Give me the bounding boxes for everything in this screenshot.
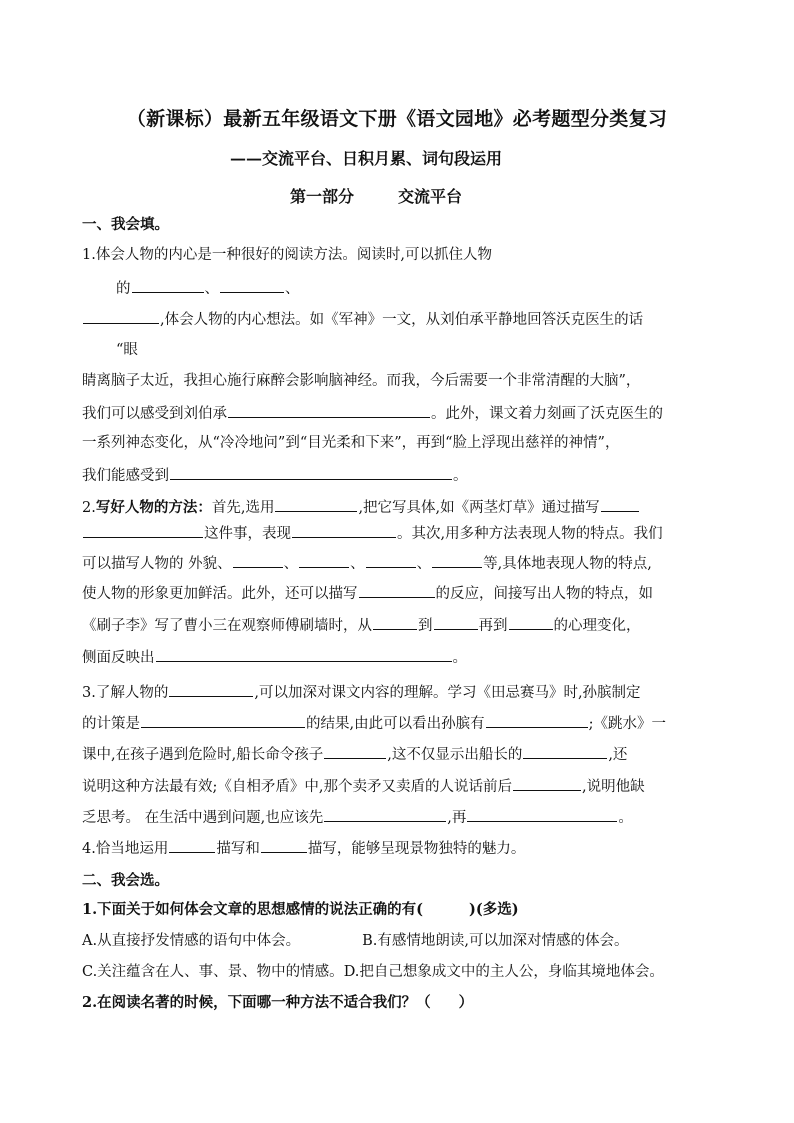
q2-text: 的反应，间接写出人物的特点，如 (435, 586, 653, 602)
fill-blank[interactable] (275, 495, 357, 512)
fill-blank[interactable] (523, 742, 607, 759)
q3-text: 的结果,由此可以看出孙膑有 (306, 716, 485, 732)
fill-blank[interactable] (169, 836, 215, 853)
q3-line-3 (82, 742, 627, 766)
q3-line-2 (82, 711, 666, 735)
fill-blank[interactable] (220, 276, 284, 293)
q2-text: 。 (452, 650, 467, 666)
q3-line-4 (82, 774, 645, 798)
mc1-options-row-2 (82, 961, 664, 983)
q2-line-3 (82, 551, 652, 575)
mc1-text: 1.下面关于如何体会文章的思想感情的说法正确的有( (82, 901, 423, 918)
fill-blank[interactable] (432, 551, 482, 568)
fill-blank[interactable] (170, 463, 452, 480)
q3-text: 的计策是 (82, 716, 140, 732)
section-heading-fill: 一、我会填。 (82, 216, 169, 233)
q2-bold-label: 写好人物的方法： (95, 499, 212, 516)
q3-text: ,说明他缺 (582, 779, 645, 795)
q2-text: 使人物的形象更加鲜活。此外，还可以描写 (82, 586, 358, 602)
q2-line-5 (82, 613, 641, 637)
fill-blank[interactable] (233, 551, 283, 568)
q1-text: 、 (285, 281, 300, 297)
option-a: A.从直接抒发情感的语句中体会。 (82, 933, 301, 949)
fill-blank[interactable] (359, 581, 435, 598)
q4-text: 4.恰当地运用 (82, 841, 169, 857)
q1-text: 的 (116, 281, 131, 297)
fill-blank[interactable] (486, 711, 588, 728)
q2-text: ,把它写具体,如《两茎灯草》通过描写 (358, 500, 600, 516)
fill-blank[interactable] (373, 613, 417, 630)
q1-line-6 (82, 401, 663, 425)
q2-text: 再到 (478, 618, 508, 634)
q2-text: 。其次,用多种方法表现人物的特点。我们 (397, 526, 663, 542)
q3-text: 3.了解人物的 (82, 685, 169, 701)
mc2-question (82, 992, 473, 1014)
document-subtitle: ——交流平台、日积月累、词句段运用 (230, 149, 503, 168)
q4-line (82, 836, 525, 860)
q4-text: 描写和 (216, 841, 260, 857)
q3-text: ,这不仅显示出船长的 (387, 747, 523, 763)
q2-text: 、 (283, 556, 299, 572)
q2-text: 首先,选用 (211, 500, 275, 516)
q2-line-6 (82, 645, 467, 669)
q1-text: 。 (453, 468, 468, 484)
q2-text: 《刷子李》写了曹小三在观察师傅刷墙时，从 (82, 618, 372, 634)
option-c: C.关注蕴含在人、事、景、物中的情感。 (82, 964, 344, 980)
option-d: D.把自己想象成文中的主人公，身临其境地体会。 (343, 964, 664, 980)
mc2-text: 2.在阅读名著的时候，下面哪一种方法不适合我们？（ (82, 994, 431, 1011)
q3-text: ,还 (608, 747, 628, 763)
q3-text: 课中,在孩子遇到危险时,船长命令孩子 (82, 747, 324, 763)
q2-line-2 (82, 521, 663, 545)
fill-blank[interactable] (324, 742, 386, 759)
q2-text: 等,具体地表现人物的特点, (483, 556, 652, 572)
q3-text: ,再 (447, 810, 467, 826)
fill-blank[interactable] (324, 805, 446, 822)
fill-blank[interactable] (292, 521, 396, 538)
q2-text: 可以描写人物的 外貌、 (82, 556, 232, 572)
q1-text: 、 (204, 281, 219, 297)
q1-line-3 (82, 307, 643, 331)
fill-blank[interactable] (83, 521, 203, 538)
fill-blank[interactable] (513, 774, 581, 791)
q3-text: 乏思考。 在生活中遇到问题,也应该先 (82, 810, 324, 826)
fill-blank[interactable] (299, 551, 349, 568)
part-label: 第一部分 (290, 187, 355, 206)
q2-line-1 (82, 495, 640, 519)
fill-blank[interactable] (261, 836, 307, 853)
fill-blank[interactable] (509, 613, 553, 630)
fill-blank[interactable] (156, 645, 452, 662)
q1-line-8 (82, 463, 468, 487)
q1-line-5: 睛离脑子太近，我担心施行麻醉会影响脑神经。而我，今后需要一个非常清醒的大脑”， (82, 373, 641, 389)
fill-blank[interactable] (228, 401, 430, 418)
mc1-question (82, 899, 519, 921)
q1-line-7: 一系列神态变化，从“冷冷地问”到“目光柔和下来”，再到“脸上浮现出慈祥的神情”， (82, 435, 620, 451)
q3-text: 说明这种方法最有效;《自相矛盾》中,那个卖矛又卖盾的人说话前后 (82, 779, 512, 795)
q2-line-4 (82, 581, 653, 605)
option-b: B.有感情地朗读,可以加深对情感的体会。 (362, 933, 629, 949)
fill-blank[interactable] (467, 805, 617, 822)
q1-line-2 (116, 276, 300, 300)
fill-blank[interactable] (366, 551, 416, 568)
q1-line-4: “眼 (116, 342, 138, 358)
document-title: （新课标）最新五年级语文下册《语文园地》必考题型分类复习 (126, 108, 668, 130)
q1-text: ,体会人物的内心想法。如《军神》一文，从刘伯承平静地回答沃克医生的话 (160, 312, 644, 328)
q1-text: 。此外，课文着力刻画了沃克医生的 (431, 406, 663, 422)
q1-line-1: 1.体会人物的内心是一种很好的阅读方法。阅读时,可以抓住人物 (82, 247, 492, 263)
fill-blank[interactable] (601, 495, 639, 512)
q3-text: ,可以加深对课文内容的理解。学习《田忌赛马》时,孙膑制定 (254, 685, 641, 701)
mc1-options-row-1 (82, 930, 628, 952)
q2-text: 侧面反映出 (82, 650, 155, 666)
fill-blank[interactable] (434, 613, 478, 630)
section-heading-choice: 二、我会选。 (82, 872, 169, 889)
mc2-text: ） (458, 994, 474, 1011)
fill-blank[interactable] (141, 711, 305, 728)
q4-text: 描写，能够呈现景物独特的魅力。 (307, 841, 526, 857)
q2-text: 到 (418, 618, 433, 634)
q3-text: 。 (618, 810, 633, 826)
q2-text: 2. (82, 500, 96, 516)
q3-line-5 (82, 805, 633, 829)
fill-blank[interactable] (83, 307, 159, 324)
fill-blank[interactable] (169, 680, 253, 697)
part-heading (290, 184, 462, 207)
mc1-text: )(多选) (469, 901, 519, 918)
fill-blank[interactable] (132, 276, 204, 293)
q3-line-1 (82, 680, 641, 704)
q2-text: 、 (350, 556, 365, 572)
q2-text: 的心理变化， (553, 618, 641, 634)
q2-text: 、 (416, 556, 432, 572)
part-name: 交流平台 (398, 187, 463, 206)
q1-text: 我们能感受到 (82, 468, 169, 484)
q1-text: 我们可以感受到刘伯承 (82, 406, 227, 422)
q2-text: 这件事，表现 (204, 526, 291, 542)
q3-text: ;《跳水》一 (588, 716, 666, 732)
